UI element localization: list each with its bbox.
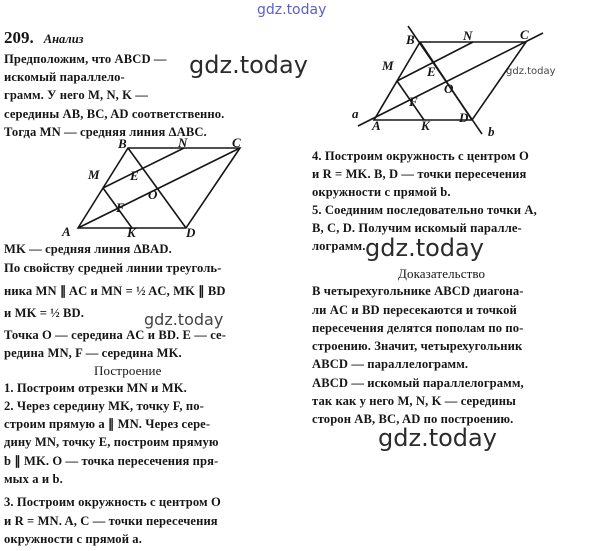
construction-line-8: и R = MN. A, C — точки пересечения — [4, 514, 218, 528]
fig-left-label-C: C — [232, 138, 241, 150]
watermark-small-1: gdz.today — [506, 66, 556, 77]
proof-heading: Доказательство — [398, 266, 486, 281]
fig-left-label-D: D — [186, 225, 196, 238]
fig-right-label-a: a — [352, 106, 359, 121]
fig-left-label-B: B — [118, 138, 127, 151]
proof-line-1: В четырехугольнике ABCD диагона- — [312, 284, 524, 298]
fig-left-label-M: M — [88, 167, 100, 182]
analysis-heading: Анализ — [43, 32, 84, 46]
right-construction-line-1: 4. Построим окружность с центром O — [312, 149, 529, 163]
construction-line-9: окружности с прямой a. — [4, 532, 142, 546]
fig-right-label-K: K — [421, 118, 430, 133]
right-construction-line-2: и R = MK. B, D — точки пересечения — [312, 167, 527, 181]
proof-line-4: строению. Значит, четырехугольник — [312, 339, 523, 353]
construction-heading: Построение — [94, 363, 162, 378]
fig-right-label-B: B — [406, 32, 415, 47]
fig-right-label-E: E — [427, 64, 436, 79]
watermark-3: gdz.today — [378, 424, 497, 452]
right-construction-line-5: B, C, D. Получим искомый паралле- — [312, 221, 522, 235]
fig-right-label-D: D — [459, 110, 469, 125]
after-figure-line-3: ника MN ∥ AC и MN = ½ AC, MK ∥ BD — [4, 284, 226, 298]
construction-line-1: 1. Построим отрезки MN и MK. — [4, 381, 187, 395]
after-figure-line-1: MK — средняя линия ΔBAD. — [4, 242, 172, 256]
proof-line-6: ABCD — искомый параллелограмм, — [312, 376, 524, 390]
analysis-line-1: Предположим, что ABCD — — [4, 52, 167, 66]
fig-right-label-C: C — [520, 27, 529, 42]
after-figure-line-2: По свойству средней линии треуголь- — [4, 261, 222, 275]
after-figure-line-6: редина MN, F — середина MK. — [4, 346, 182, 360]
analysis-line-5: Тогда MN — средняя линия ΔABC. — [4, 125, 207, 139]
construction-line-2: 2. Через середину MK, точку F, по- — [4, 399, 204, 413]
fig-right-label-b: b — [488, 124, 495, 139]
construction-line-4: дину MN, точку E, построим прямую — [4, 435, 219, 449]
after-figure-line-4: и MK = ½ BD. — [4, 306, 84, 320]
fig-right-label-M: M — [382, 58, 394, 73]
watermark-2: gdz.today — [365, 234, 484, 262]
construction-line-6: мых a и b. — [4, 472, 63, 486]
proof-line-2: ли AC и BD пересекаются и точкой — [312, 303, 517, 317]
problem-number: 209. — [4, 28, 34, 47]
after-figure-line-5: Точка O — середина AC и BD. E — се- — [4, 328, 227, 342]
figure-parallelogram-left — [60, 138, 270, 238]
analysis-line-4: середины AB, BC, AD соответственно. — [4, 107, 225, 121]
construction-line-7: 3. Построим окружность с центром O — [4, 495, 221, 509]
fig-left-label-O: O — [148, 187, 158, 202]
right-construction-line-3: окружности с прямой b. — [312, 185, 451, 199]
proof-line-3: пересечения делятся пополам по по- — [312, 321, 524, 335]
proof-line-5: ABCD — параллелограмм. — [312, 357, 469, 371]
construction-line-5: b ∥ MK. O — точка пересечения пря- — [4, 454, 219, 468]
right-construction-line-6: лограмм. — [312, 239, 366, 253]
fig-right-label-A: A — [372, 118, 381, 133]
watermark-1: gdz.today — [189, 51, 308, 79]
fig-left-label-F: F — [116, 200, 125, 215]
construction-line-3: строим прямую a ∥ MN. Через сере- — [4, 417, 211, 431]
fig-left-label-K: K — [127, 225, 136, 238]
analysis-line-2: искомый параллелo- — [4, 70, 125, 84]
fig-right-label-F: F — [409, 94, 418, 109]
proof-line-8: сторон AB, BC, AD по построению. — [312, 412, 514, 426]
fig-left-label-E: E — [130, 168, 139, 183]
right-construction-line-4: 5. Соединим последовательно точки A, — [312, 203, 537, 217]
proof-line-7: так как у него M, N, K — середины — [312, 394, 516, 408]
fig-left-label-A: A — [62, 224, 71, 238]
fig-right-label-O: O — [444, 81, 454, 96]
watermark-small-2: gdz.today — [144, 310, 224, 329]
problem-header — [4, 28, 84, 48]
fig-right-label-N: N — [463, 28, 473, 43]
fig-left-label-N: N — [178, 138, 188, 150]
watermark-top: gdz.today — [257, 2, 327, 18]
analysis-line-3: грамм. У него M, N, K — — [4, 88, 148, 102]
figure-parallelogram-right — [348, 22, 548, 142]
